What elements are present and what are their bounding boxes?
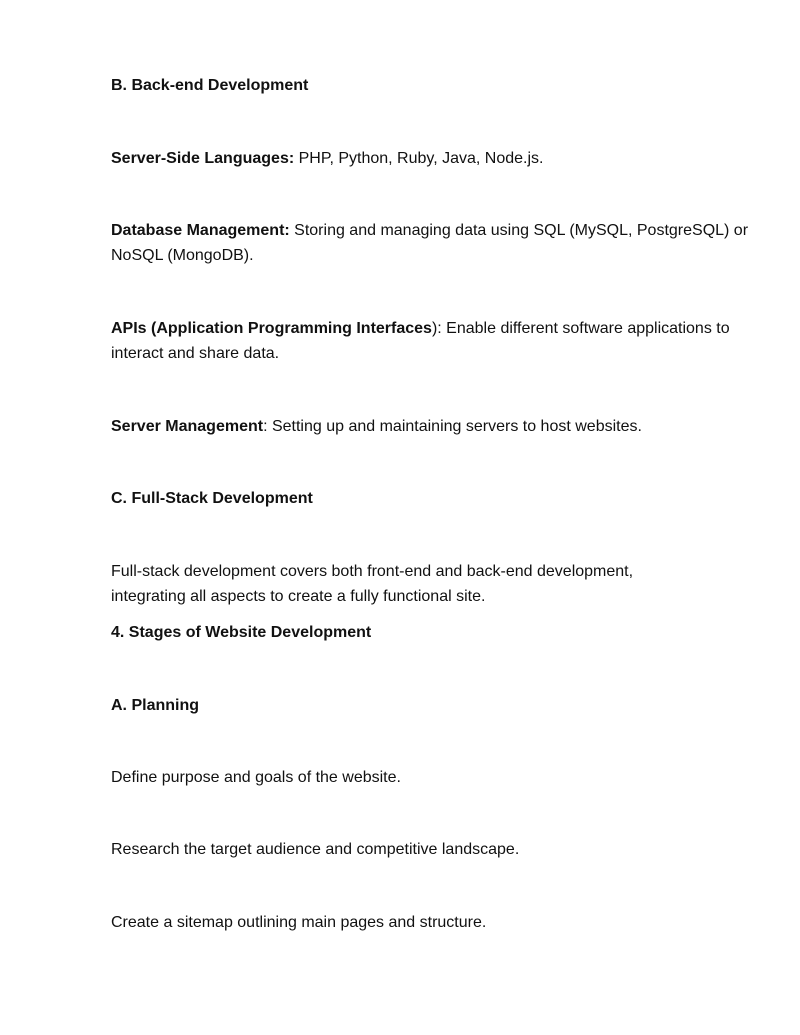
paragraph-apis [111, 316, 751, 366]
text-server-management: : Setting up and maintaining servers to host websites. [263, 418, 642, 435]
term-server-side-languages: Server-Side Languages: [111, 150, 295, 167]
text-server-side-languages: PHP, Python, Ruby, Java, Node.js. [294, 150, 544, 167]
paragraph-database-management [111, 218, 751, 268]
planning-item-sitemap: Create a sitemap outlining main pages and structure. [111, 914, 487, 931]
term-database-management: Database Management: [111, 222, 290, 239]
paragraph-server-side-languages [111, 146, 751, 171]
planning-item-research: Research the target audience and competitive landscape. [111, 841, 520, 858]
term-server-management: Server Management [111, 418, 264, 435]
section-heading-fullstack: C. Full-Stack Development [111, 490, 313, 507]
planning-item-purpose: Define purpose and goals of the website. [111, 769, 401, 786]
section-heading-stages: 4. Stages of Website Development [111, 624, 372, 641]
paragraph-server-management [111, 414, 751, 439]
paragraph-fullstack: Full-stack development covers both front-end and back-end development, integrating all aspects to create a fully functional site. [111, 563, 634, 605]
text-apis: ): Enable different software applications to interact and share data. [111, 320, 730, 362]
section-heading-backend: B. Back-end Development [111, 77, 309, 94]
text-database-management: Storing and managing data using SQL (MySQL, PostgreSQL) or NoSQL (MongoDB). [111, 222, 749, 264]
section-heading-planning: A. Planning [111, 697, 199, 714]
term-apis: APIs (Application Programming Interfaces [111, 320, 432, 337]
